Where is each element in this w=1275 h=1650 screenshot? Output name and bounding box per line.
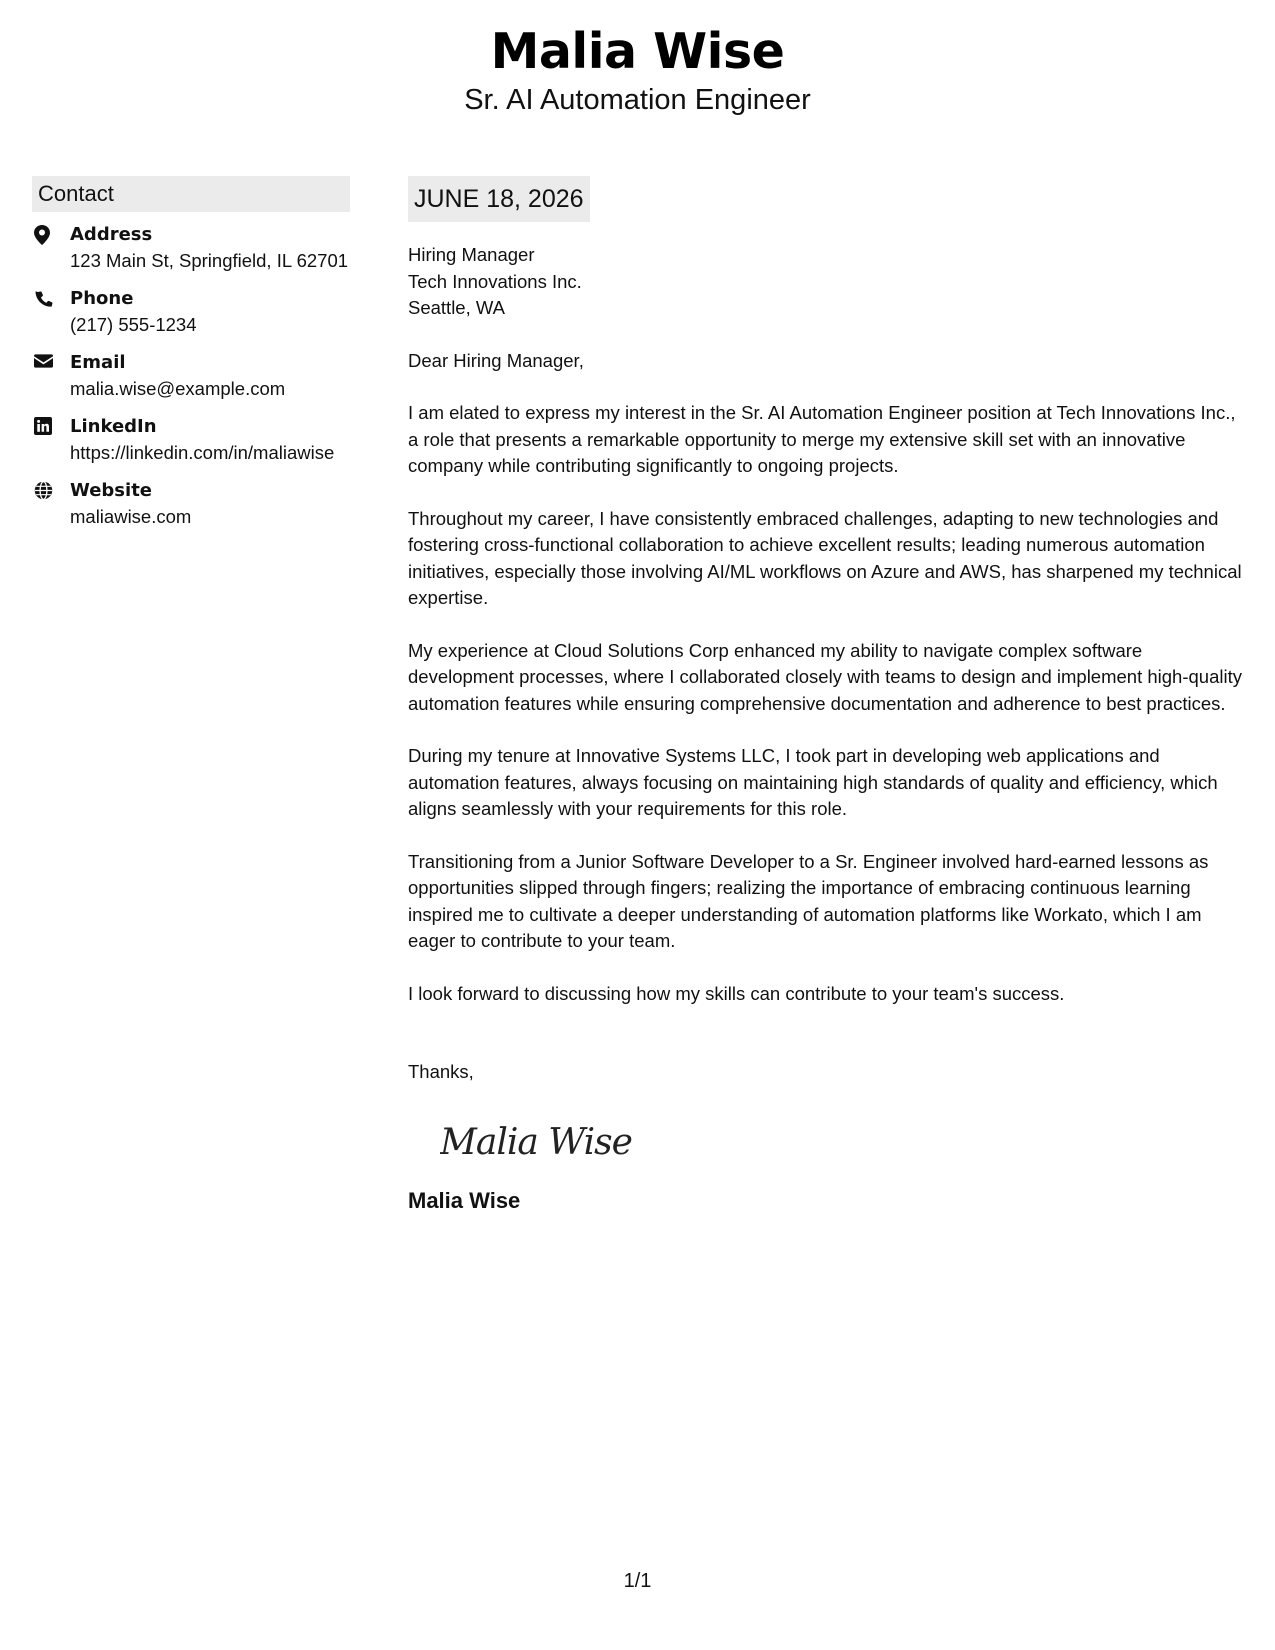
map-pin-icon: [32, 222, 70, 245]
contact-label: Address: [70, 224, 153, 245]
salutation: Dear Hiring Manager,: [408, 349, 584, 371]
website-value: maliawise.com: [70, 506, 192, 527]
email-value: malia.wise@example.com: [70, 378, 286, 399]
paragraph: Transitioning from a Junior Software Developer to a Sr. Engineer involved hard-earned lessons as opportunities slipped through fingers; realizing the importance of embracing continuous learning inspired me to cultivate a deeper understanding of automation platforms like Workato, which I am eager to contribute to your team.: [408, 850, 1209, 951]
contact-sidebar: [32, 176, 350, 542]
signer-name: Malia Wise: [408, 1187, 521, 1213]
linkedin-icon: [32, 414, 70, 435]
paragraph: During my tenure at Innovative Systems LLC, I took part in developing web applications and automation features, always focusing on maintaining high standards of quality and efficiency, which aligns seamlessly with your requirements for this role.: [408, 745, 1218, 819]
recipient-location: Seattle, WA: [408, 297, 505, 318]
applicant-name: Malia Wise: [490, 23, 785, 80]
globe-icon: [32, 478, 70, 500]
linkedin-value: https://linkedin.com/in/maliawise: [70, 442, 335, 463]
paragraph: I am elated to express my interest in the Sr. AI Automation Engineer position at Tech Innovations Inc., a role that presents a remarkable opportunity to merge my extensive skill set with an innovative company while contributing significantly to ongoing projects.: [408, 402, 1236, 476]
paragraph: My experience at Cloud Solutions Corp enhanced my ability to navigate complex software development processes, where I collaborated closely with teams to design and implement high-quality automation features while ensuring comprehensive documentation and adherence to best practices.: [408, 639, 1242, 714]
closing: Thanks,: [408, 1061, 474, 1082]
paragraph: Throughout my career, I have consistently embraced challenges, adapting to new technologies and fostering cross-functional collaboration to achieve excellent results; leading numerous automation initiatives, especially those involving AI/ML workflows on Azure and AWS, has sharpened my technical expertise.: [408, 507, 1242, 608]
applicant-role: Sr. AI Automation Engineer: [464, 84, 811, 116]
address-value: 123 Main St, Springfield, IL 62701: [70, 250, 349, 271]
page-number: 1/1: [623, 1570, 652, 1592]
contact-label: Phone: [70, 288, 134, 309]
phone-icon: [32, 286, 70, 308]
envelope-icon: [32, 350, 70, 369]
contact-item-linkedin: [32, 414, 350, 466]
paragraph: I look forward to discussing how my skills can contribute to your team's success.: [408, 982, 1065, 1004]
contact-item-website: [32, 478, 350, 530]
contact-item-address: [32, 222, 350, 274]
contact-item-email: [32, 350, 350, 402]
letter-date: JUNE 18, 2026: [408, 176, 590, 222]
recipient-title: Hiring Manager: [408, 244, 535, 265]
contact-item-phone: [32, 286, 350, 338]
recipient-company: Tech Innovations Inc.: [408, 270, 582, 292]
recipient-block: [408, 242, 1248, 322]
contact-heading: Contact: [32, 176, 350, 212]
signature-text: Malia Wise: [440, 1121, 632, 1163]
contact-label: Website: [70, 480, 153, 501]
phone-value: (217) 555-1234: [70, 314, 197, 335]
header: [0, 22, 1275, 118]
contact-label: Email: [70, 352, 126, 373]
contact-list: [32, 222, 350, 530]
letter-body: [408, 176, 1248, 1216]
contact-label: LinkedIn: [70, 416, 157, 437]
signature-image: [440, 1112, 1248, 1172]
